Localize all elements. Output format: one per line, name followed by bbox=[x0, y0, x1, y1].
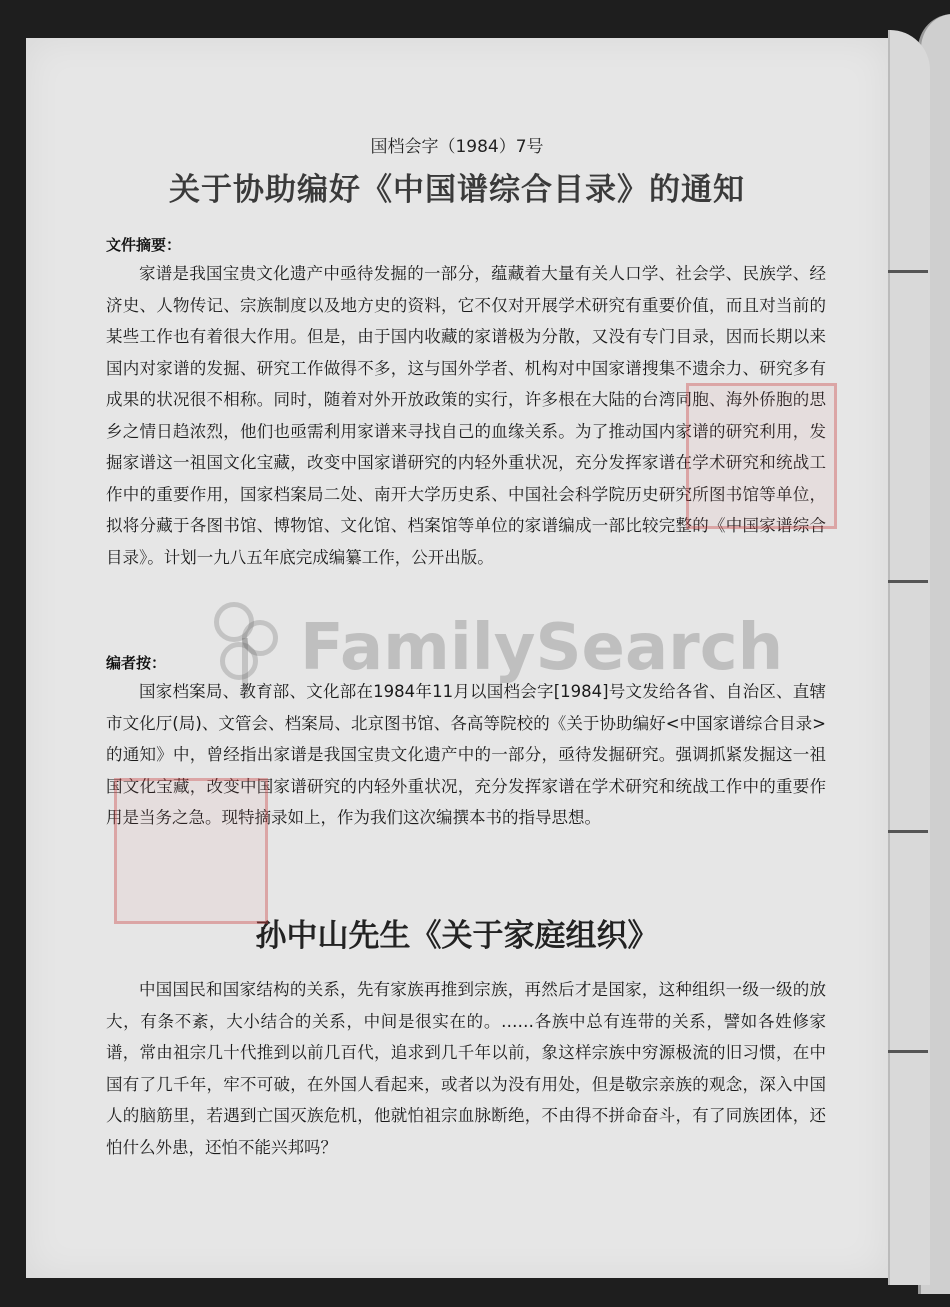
familysearch-watermark bbox=[206, 598, 783, 698]
section-title: 孙中山先生《关于家庭组织》 bbox=[255, 918, 659, 954]
binding-stitch bbox=[888, 1050, 928, 1053]
editor-note-label: 编者按： bbox=[106, 654, 167, 672]
document-page bbox=[26, 38, 888, 1278]
summary-paragraph: 家谱是我国宝贵文化遗产中亟待发掘的一部分，蕴藏着大量有关人口学、社会学、民族学、经济史、人物传记、宗族制度以及地方史的资料，它不仅对开展学术研究有重要价值，而且对当前的某些工作也有着很大作用。但是，由于国内收藏的家谱极为分散，又没有专门目录，因而长期以来国内对家谱的发掘、研究工作做得不多，这与国外学者、机构对中国家谱搜集不遗余力、研究多有成果的状况很不相称。同时，随着对外开放政策的实行，许多根在大陆的台湾同胞、海外侨胞的思乡之情日趋浓烈，他们也亟需利用家谱来寻找自己的血缘关系。为了推动国内家谱的研究利用，发掘家谱这一祖国文化宝藏，改变中国家谱研究的内轻外重状况，充分发挥家谱在学术研究和统战工作中的重要作用，国家档案局二处、南开大学历史系、中国社会科学院历史研究所图书馆等单位，拟将分藏于各图书馆、博物馆、文化馆、档案馆等单位的家谱编成一部比较完整的《中国家谱综合目录》。计划一九八五年底完成编纂工作，公开出版。 bbox=[106, 264, 826, 567]
binding-stitch bbox=[888, 580, 928, 583]
red-collector-seal-icon bbox=[114, 778, 268, 924]
watermark-text: FamilySearch bbox=[300, 611, 784, 685]
page-edge bbox=[888, 30, 930, 1285]
document-reference-number: 国档会字（1984）7号 bbox=[370, 137, 544, 157]
section-paragraph: 中国国民和国家结构的关系，先有家族再推到宗族，再然后才是国家，这种组织一级一级的放大，有条不紊，大小结合的关系，中间是很实在的。……各族中总有连带的关系，譬如各姓修家谱，常由祖宗几十代推到以前几百代，追求到几千年以前，象这样宗族中穷源极流的旧习惯，在中国有了几千年，牢不可破，在外国人看起来，或者以为没有用处，但是敬宗亲族的观念，深入中国人的脑筋里，若遇到亡国灭族危机，他就怕祖宗血脉断绝，不由得不拼命奋斗，有了同族团体，还怕什么外患，还怕不能兴邦吗？ bbox=[106, 980, 826, 1157]
binding-stitch bbox=[888, 830, 928, 833]
editor-note-paragraph: 国家档案局、教育部、文化部在1984年11月以国档会字[1984]号文发给各省、自治区、直辖市文化厅(局)、文管会、档案局、北京图书馆、各高等院校的《关于协助编好<中国家谱综合目录>的通知》中，曾经指出家谱是我国宝贵文化遗产中的一部分，亟待发掘研究。强调抓紧发掘这一祖国文化宝藏，改变中国家谱研究的内轻外重状况，充分发挥家谱在学术研究和统战工作中的重要作用是当务之急。现特摘录如上，作为我们这次编撰本书的指导思想。 bbox=[106, 682, 826, 827]
summary-label: 文件摘要： bbox=[106, 236, 182, 254]
familysearch-tree-icon bbox=[206, 598, 286, 698]
red-collector-seal-icon bbox=[686, 383, 837, 529]
document-title: 关于协助编好《中国谱综合目录》的通知 bbox=[169, 172, 745, 208]
binding-stitch bbox=[888, 270, 928, 273]
